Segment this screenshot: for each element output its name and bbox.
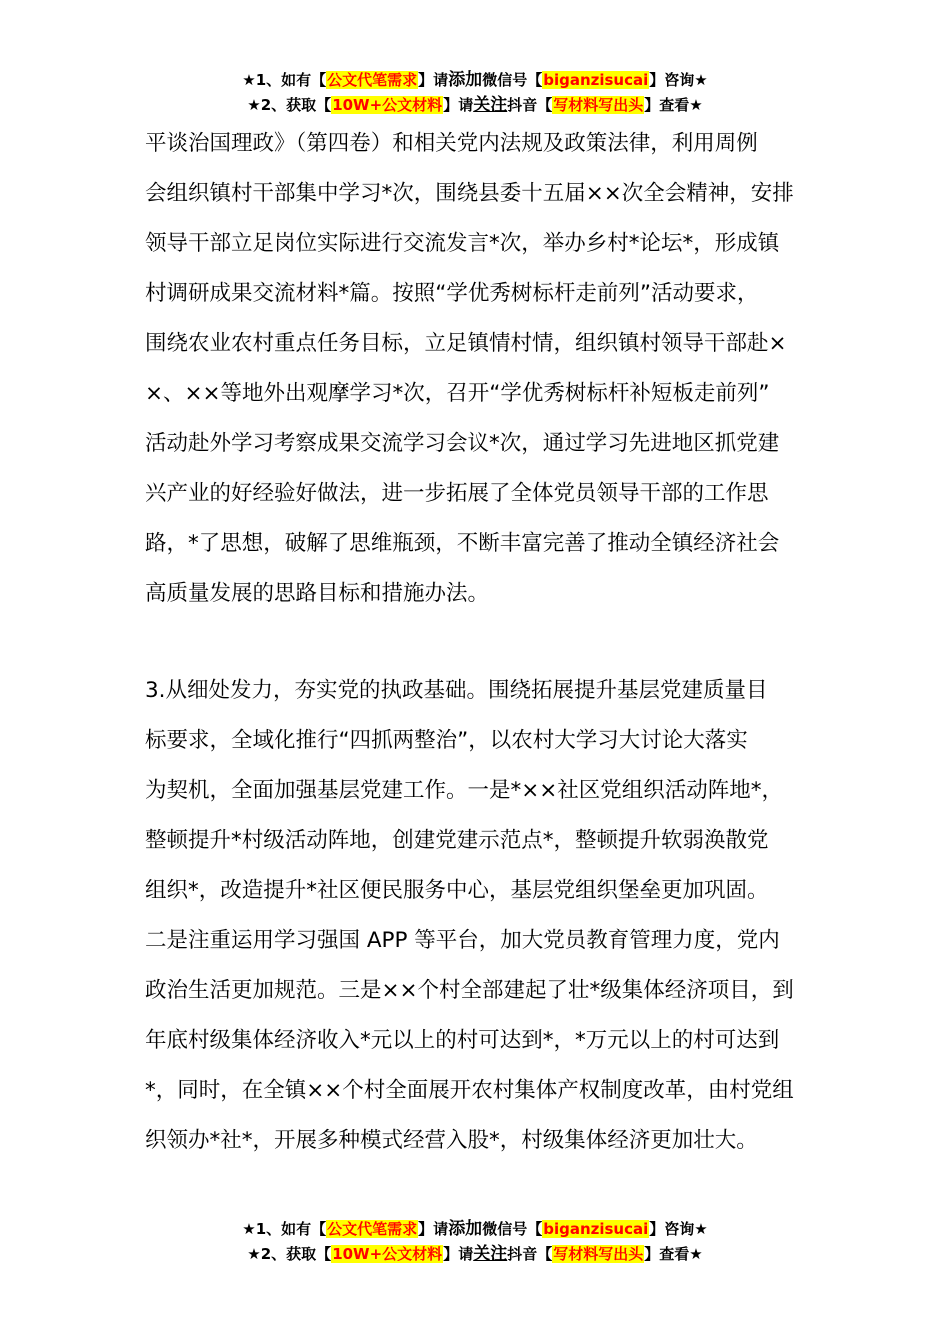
text-line: 围绕农业农村重点任务目标，立足镇情村情，组织镇村领导干部赴× [145,331,787,356]
paragraph-2 [145,666,845,1166]
text-line: 高质量发展的思路目标和措施办法。 [145,581,490,606]
banner-text: 】咨询★ [649,1220,708,1238]
highlight-ghostwriting-service: 公文代笔需求 [327,71,418,89]
highlight-douyin-account: 写材料写出头 [553,96,644,114]
text-line: 会组织镇村干部集中学习*次，围绕县委十五届××次全会精神，安排 [145,181,794,206]
banner-text: 微信号【 [482,1220,543,1238]
text-line: 年底村级集体经济收入*元以上的村可达到*，*万元以上的村可达到 [145,1028,780,1053]
text-line: 织领办*社*，开展多种模式经营入股*，村级集体经济更加壮大。 [145,1128,758,1153]
text-line: 为契机，全面加强基层党建工作。一是*××社区党组织活动阵地*， [145,778,784,803]
banner-emphasis: 添加 [448,1219,483,1239]
header-banner-line-1 [0,68,950,93]
banner-text: 】请 [418,1220,449,1238]
banner-text: 抖音【 [507,1245,553,1263]
text-line: 兴产业的好经验好做法，进一步拓展了全体党员领导干部的工作思 [145,481,769,506]
text-line: 标要求，全域化推行“四抓两整治”，以农村大学习大讨论大落实 [145,728,748,753]
header-banner [0,68,950,118]
banner-emphasis: 关注 [473,1244,508,1264]
highlight-materials: 10W+公文材料 [332,96,443,114]
highlight-wechat-id: biganzisucai [543,1220,649,1238]
text-line: 整顿提升*村级活动阵地，创建党建示范点*，整顿提升软弱涣散党 [145,828,769,853]
banner-text: ★2、获取【 [247,1245,332,1263]
text-line: ×、××等地外出观摩学习*次，召开“学优秀树标杆补短板走前列” [145,381,770,406]
footer-banner [0,1217,950,1267]
banner-text: 】咨询★ [649,71,708,89]
text-line: 领导干部立足岗位实际进行交流发言*次，举办乡村*论坛*，形成镇 [145,231,780,256]
text-line: 组织*，改造提升*社区便民服务中心，基层党组织堡垒更加巩固。 [145,878,769,903]
banner-text: 】请 [418,71,449,89]
footer-banner-line-2 [0,1242,950,1267]
banner-text: 】查看★ [644,96,703,114]
highlight-wechat-id: biganzisucai [543,71,649,89]
text-line: *，同时，在全镇××个村全面展开农村集体产权制度改革，由村党组 [145,1078,794,1103]
text-line: 政治生活更加规范。三是××个村全部建起了壮*级集体经济项目，到 [145,978,794,1003]
text-line: 二是注重运用学习强国 APP 等平台，加大党员教育管理力度，党内 [145,928,780,953]
text-line: 平谈治国理政》（第四卷）和相关党内法规及政策法律，利用周例 [145,131,758,156]
banner-emphasis: 关注 [473,95,508,115]
banner-text: 抖音【 [507,96,553,114]
highlight-ghostwriting-service: 公文代笔需求 [327,1220,418,1238]
text-line: 3.从细处发力，夯实党的执政基础。围绕拓展提升基层党建质量目 [145,678,768,703]
banner-text: 】请 [443,1245,474,1263]
paragraph-1 [145,119,845,619]
text-line: 村调研成果交流材料*篇。按照“学优秀树标杆走前列”活动要求， [145,281,759,306]
header-banner-line-2 [0,93,950,118]
banner-text: ★1、如有【 [242,1220,327,1238]
text-line: 活动赴外学习考察成果交流学习会议*次，通过学习先进地区抓党建 [145,431,780,456]
banner-text: 】查看★ [644,1245,703,1263]
highlight-douyin-account: 写材料写出头 [553,1245,644,1263]
banner-text: ★2、获取【 [247,96,332,114]
text-line: 路，*了思想，破解了思维瓶颈，不断丰富完善了推动全镇经济社会 [145,531,780,556]
highlight-materials: 10W+公文材料 [332,1245,443,1263]
banner-text: ★1、如有【 [242,71,327,89]
footer-banner-line-1 [0,1217,950,1242]
banner-text: 】请 [443,96,474,114]
banner-emphasis: 添加 [448,70,483,90]
banner-text: 微信号【 [482,71,543,89]
